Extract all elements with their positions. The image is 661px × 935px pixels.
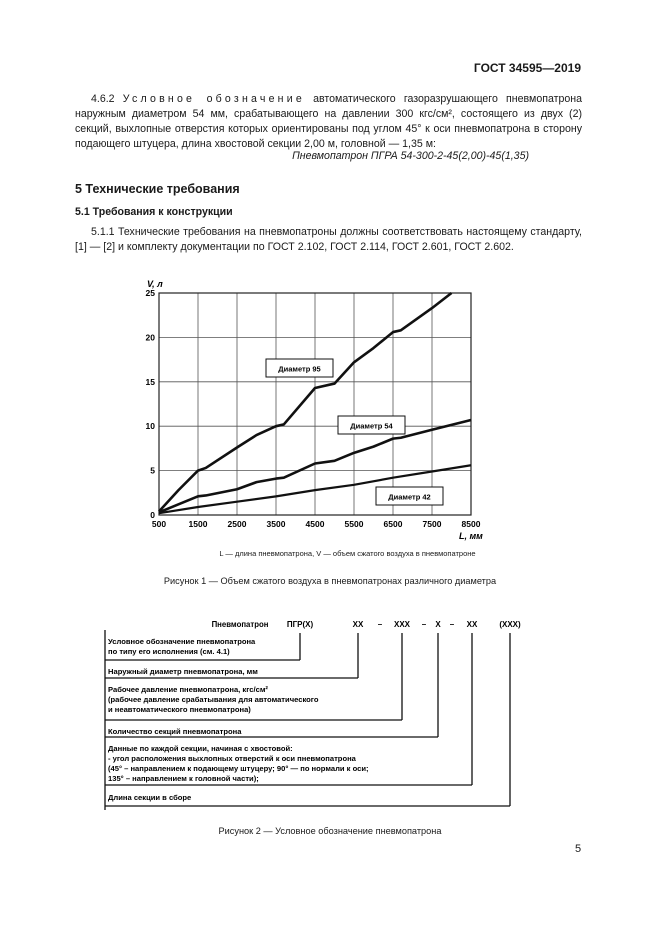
scheme-item-text: Длина секции в сборе	[108, 793, 192, 802]
series-label: Диаметр 95	[278, 364, 321, 374]
scheme-item-text: Рабочее давление пневмопатрона, кгс/см²	[108, 685, 268, 694]
scheme-item-text: (45° – направлением к подающему штуцеру; 90° — по нормали к оси;	[108, 764, 369, 773]
x-tick-label: 3500	[266, 519, 286, 529]
x-tick-label: 8500	[461, 519, 481, 529]
x-tick-label: 1500	[188, 519, 208, 529]
y-tick-label: 0	[150, 510, 155, 520]
scheme-item-text: Количество секций пневмопатрона	[108, 727, 242, 736]
paragraph-text: 5.1.1 Технические требования на пневмопатроны должны соответствовать настоящему стандарту, [1] — [2] и комплекту документации по ГОСТ 2.102, ГОСТ 2.114, ГОСТ 2.601, ГОСТ 2.602.	[75, 226, 582, 253]
scheme-item-text: Наружный диаметр пневмопатрона, мм	[108, 667, 258, 676]
designation-part: –	[377, 620, 383, 629]
x-tick-label: 5500	[344, 519, 364, 529]
paragraph-number: 4.6.2	[91, 93, 115, 105]
designation-part: –	[421, 620, 427, 629]
scheme-item-text: 135° – направлением к головной части);	[108, 774, 259, 783]
series-label: Диаметр 54	[350, 421, 393, 431]
designation-part: ХХ	[352, 620, 364, 629]
y-tick-label: 10	[145, 421, 155, 432]
designation-part: ХХХ	[393, 620, 411, 629]
designation-example: Пневмопатрон ПГРА 54-300-2-45(2,00)-45(1,35)	[292, 150, 529, 162]
figure-2-caption: Рисунок 2 — Условное обозначение пневмопатрона	[218, 826, 442, 836]
figure-1-note: L — длина пневмопатрона, V — объем сжатого воздуха в пневмопатроне	[219, 549, 476, 558]
scheme-item-text: по типу его исполнения (см. 4.1)	[108, 647, 230, 656]
x-tick-label: 6500	[383, 519, 403, 529]
y-tick-label: 25	[145, 288, 155, 298]
scheme-item-text: Условное обозначение пневмопатрона	[108, 637, 256, 646]
spaced-term: Условное обозначение	[122, 93, 305, 105]
paragraph-text: автоматического газоразрушающего пневмопатрона наружным диаметром 54 мм, срабатывающего на давлении 300 кгс/см², состоящего из двух (2) секций, выхлопные отверстия которых ориентированы под углом 45° к оси пневмопатрона в сторону подающего штуцера, длина хвостовой секции 2,00 м, головной — 1,35 м:	[75, 93, 582, 150]
scheme-item-text: и неавтоматического пневмопатрона)	[108, 705, 251, 714]
page-number: 5	[575, 843, 582, 855]
figure-1-caption: Рисунок 1 — Объем сжатого воздуха в пневмопатронах различного диаметра	[163, 576, 497, 586]
scheme-item-text: (рабочее давление срабатывания для автоматического	[108, 695, 319, 704]
section-5-heading: 5 Технические требования	[75, 182, 240, 196]
y-tick-label: 15	[145, 376, 155, 387]
x-tick-label: 2500	[227, 519, 247, 529]
designation-part: Х	[435, 620, 441, 629]
x-tick-label: 500	[151, 519, 167, 529]
document-header: ГОСТ 34595—2019	[473, 61, 581, 75]
designation-part: ХХ	[466, 620, 478, 629]
y-tick-label: 5	[150, 465, 155, 476]
scheme-item-text: Данные по каждой секции, начиная с хвостовой:	[108, 744, 293, 753]
section-5-1-heading: 5.1 Требования к конструкции	[75, 206, 233, 218]
x-tick-label: 7500	[422, 519, 442, 529]
series-label: Диаметр 42	[388, 492, 431, 502]
y-axis-label: V, л	[147, 279, 163, 289]
designation-part: ПГР(Х)	[286, 620, 314, 629]
x-tick-label: 4500	[305, 519, 325, 529]
y-tick-label: 20	[145, 332, 155, 343]
designation-part: –	[449, 620, 455, 629]
designation-part: (ХХХ)	[499, 620, 521, 629]
x-axis-label: L, мм	[459, 531, 483, 541]
scheme-item-text: - угол расположения выхлопных отверстий к оси пневмопатрона	[108, 754, 356, 763]
designation-label: Пневмопатрон	[211, 620, 269, 629]
